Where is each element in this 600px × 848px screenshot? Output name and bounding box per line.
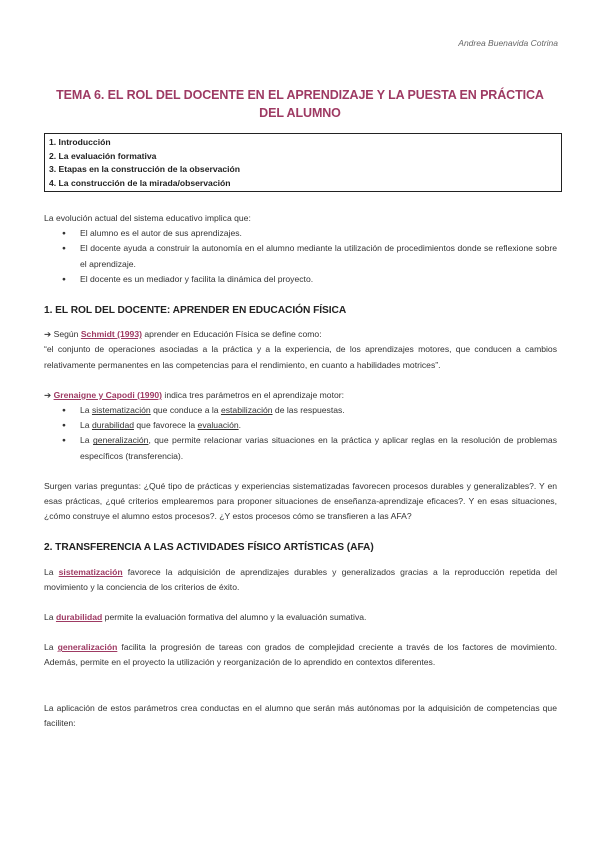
questions-paragraph: Surgen varias preguntas: ¿Qué tipo de prácticas y experiencias sistematizadas favorecen procesos durables y generalizables?. Y en esas prácticas, ¿qué criterios emplearemos para proponer situaciones de enseñanza-aprendizaje eficaces?. Y en esas situaciones, ¿cómo construye el alumno estos procesos?. ¿Y estos procesos cómo se transfieren a las AFA? xyxy=(44,480,557,522)
toc-item: 1. Introducción xyxy=(49,137,111,147)
schmidt-intro xyxy=(44,327,557,342)
term: evaluación xyxy=(197,420,239,431)
toc-item: 3. Etapas en la construcción de la observación xyxy=(49,164,241,175)
section-1-heading: 1. EL ROL DEL DOCENTE: APRENDER EN EDUCACIÓN FÍSICA xyxy=(44,305,347,317)
term: generalización xyxy=(93,435,149,446)
arrow-prefix: ➔ xyxy=(44,389,54,400)
term: sistematización xyxy=(91,405,151,416)
durabilidad-paragraph: La durabilidad permite la evaluación formativa del alumno y la evaluación sumativa. xyxy=(44,612,367,623)
citation-grenaigne[interactable]: Grenaigne y Capodi (1990) xyxy=(53,389,163,400)
intro-list xyxy=(44,226,557,287)
paragraph-text: indica tres parámetros en el aprendizaje motor: xyxy=(162,389,345,400)
term: durabilidad xyxy=(91,420,134,431)
toc-item: 2. La evaluación formativa xyxy=(49,150,157,161)
arrow-prefix: ➔ Según xyxy=(44,329,81,340)
document-body xyxy=(44,211,557,731)
term-generalizacion: generalización xyxy=(57,642,118,653)
sistematizacion-paragraph: La sistematización favorece la adquisición de aprendizajes durables y generalizados gracias a la reproducción repetida del movimiento y la conciencia de los criterios de éxito. xyxy=(44,566,557,592)
list-item: ● El alumno es el autor de sus aprendizajes. xyxy=(62,226,557,241)
term-sistematizacion: sistematización xyxy=(58,566,123,577)
list-item: ● La generalización, que permite relacionar varias situaciones en la práctica y aplicar reglas en la resolución de problemas específicos (transferencia). xyxy=(62,433,557,463)
grenaigne-intro xyxy=(44,388,557,403)
list-item: ● El docente es un mediador y facilita la dinámica del proyecto. xyxy=(62,272,557,287)
term: estabilización xyxy=(220,405,273,416)
intro-lead: La evolución actual del sistema educativo implica que: xyxy=(44,213,251,223)
schmidt-quote: “el conjunto de operaciones asociadas a la práctica y a la experiencia, de los aprendizajes motores, que conducen a cambios relativamente permanentes en las competencias para el rendimiento, en cuanto a habilidades motrices”. xyxy=(44,344,557,370)
toc-item: 4. La construcción de la mirada/observación xyxy=(49,177,231,188)
section-2-heading: 2. TRANSFERENCIA A LAS ACTIVIDADES FÍSICO ARTÍSTICAS (AFA) xyxy=(44,542,374,554)
closing-paragraph: La aplicación de estos parámetros crea conductas en el alumno que serán más autónomas por la adquisición de competencias que faciliten: xyxy=(44,702,557,728)
citation-schmidt[interactable]: Schmidt (1993) xyxy=(80,329,142,340)
list-item: ● El docente ayuda a construir la autonomía en el alumno mediante la utilización de procedimientos donde se reflexione sobre el aprendizaje. xyxy=(62,241,557,271)
paragraph-text: aprender en Educación Física se define como: xyxy=(141,329,322,340)
list-item: ● La durabilidad que favorece la evaluación. xyxy=(62,418,557,433)
page-title: TEMA 6. EL ROL DEL DOCENTE EN EL APRENDIZAJE Y LA PUESTA EN PRÁCTICA DEL ALUMNO xyxy=(56,88,544,120)
list-item: ● La sistematización que conduce a la estabilización de las respuestas. xyxy=(62,403,557,418)
generalizacion-paragraph: La generalización facilita la progresión de tareas con grados de complejidad creciente a través de los factores de movimiento. Además, permite en el proyecto la utilización y reorganización de lo aprendido en contextos diferentes. xyxy=(44,642,557,668)
author-header: Andrea Buenavida Cotrina xyxy=(458,38,558,48)
table-of-contents xyxy=(44,133,562,192)
parameters-list xyxy=(44,403,557,464)
term-durabilidad: durabilidad xyxy=(55,612,103,623)
